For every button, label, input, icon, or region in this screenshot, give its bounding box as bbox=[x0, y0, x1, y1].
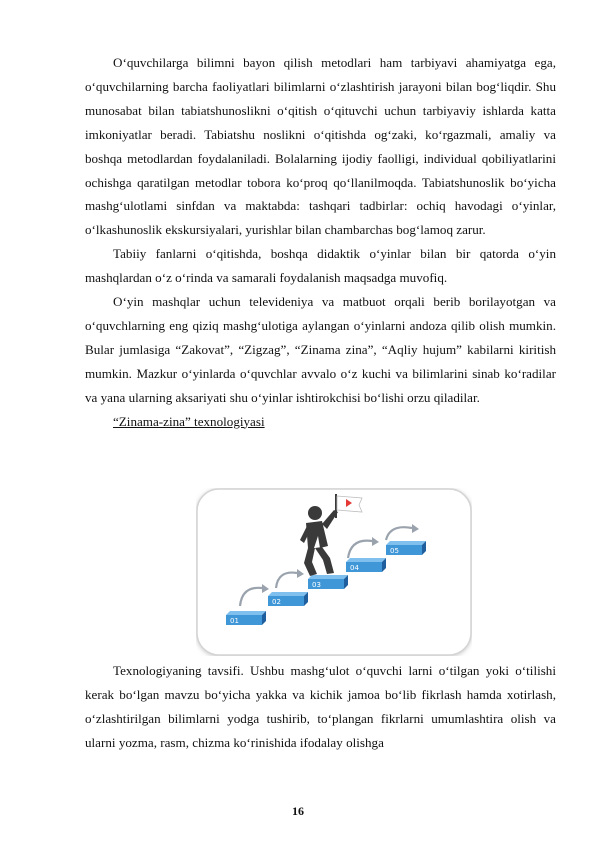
step-05 bbox=[386, 541, 426, 555]
paragraph-description: Texnologiyaning tavsifi. Ushbu mashg‘ulot o‘quvchi larni o‘tilgan yoki o‘tilishi kerak bo‘lgan mavzu bo‘yicha yakka va kichik jamoa bo‘lib fikrlash hamda xotirlash, o‘zlashtirilgan bilimlarni yodga tushirib, to‘plangan fikrlarni umumlashtira olish va ularni yozma, rasm, chizma ko‘rinishida ifodalay olishga bbox=[85, 663, 556, 750]
step-label: 05 bbox=[390, 547, 399, 555]
step-label: 04 bbox=[350, 564, 359, 572]
paragraph-games: Tabiiy fanlarni o‘qitishda, boshqa didaktik o‘yinlar bilan bir qatorda o‘yin mashqlardan o‘z o‘rinda va samarali foydalanish maqsadga muvofiq. bbox=[85, 246, 556, 286]
step-label: 03 bbox=[312, 581, 321, 589]
step-label: 02 bbox=[272, 598, 281, 606]
steps-illustration bbox=[196, 488, 472, 656]
step-02 bbox=[268, 592, 308, 606]
paragraph-methods: O‘quvchilarga bilimni bayon qilish metodlari ham tarbiyavi ahamiyatga ega, o‘quvchilarning barcha faoliyatlari bilimlarni o‘zlashtirish jarayoni bilan bog‘liqdir. Shu munosabat bilan tabiatshunoslikni o‘qitish o‘qituvchi uchun tarbiyaviy ishlarda katta imkoniyatlar beradi. Tabiatshu noslikni o‘qitishda og‘zaki, ko‘rgazmali, amaliy va boshqa metodlardan foydalaniladi. Bolalarning ijodiy faolligi, individual qobiliyatlarini ochishga qaratilgan metodlar tobora ko‘proq qo‘llanilmoqda. Tabiatshunoslik bo‘yicha mashg‘ulotlami sinfdan va maktabda: tashqari tadbirlar: ochiq havodagi o‘yinlar, o‘lkashunoslik ekskursiyalari, yurishlar bilan chambarchas bog‘lamoq zarur. bbox=[85, 55, 556, 238]
body-text-top bbox=[85, 51, 556, 434]
step-03 bbox=[308, 575, 348, 589]
section-heading: “Zinama-zina” texnologiyasi bbox=[113, 413, 265, 429]
step-04 bbox=[346, 558, 386, 572]
step-01 bbox=[226, 611, 266, 625]
body-text-bottom bbox=[85, 659, 556, 755]
paragraph-tv-games: O‘yin mashqlar uchun televideniya va matbuot orqali berib borilayotgan va o‘quvchlarning eng qiziq mashg‘ulotiga aylangan o‘yinlarni andoza qilib olish mumkin. Bular jumlasiga “Zakovat”, “Zigzag”, “Zinama zina”, “Aqliy hujum” kabilarni kiritish mumkin. Mazkur o‘yinlarda o‘quvchlar avvalo o‘z kuchi va bilimlarini sinab ko‘radilar va yana ularning aksariyati shu o‘yinlar ishtirokchisi bo‘lishi orzu qiladilar. bbox=[85, 294, 556, 405]
step-label: 01 bbox=[230, 617, 239, 625]
page-number: 16 bbox=[292, 804, 304, 818]
